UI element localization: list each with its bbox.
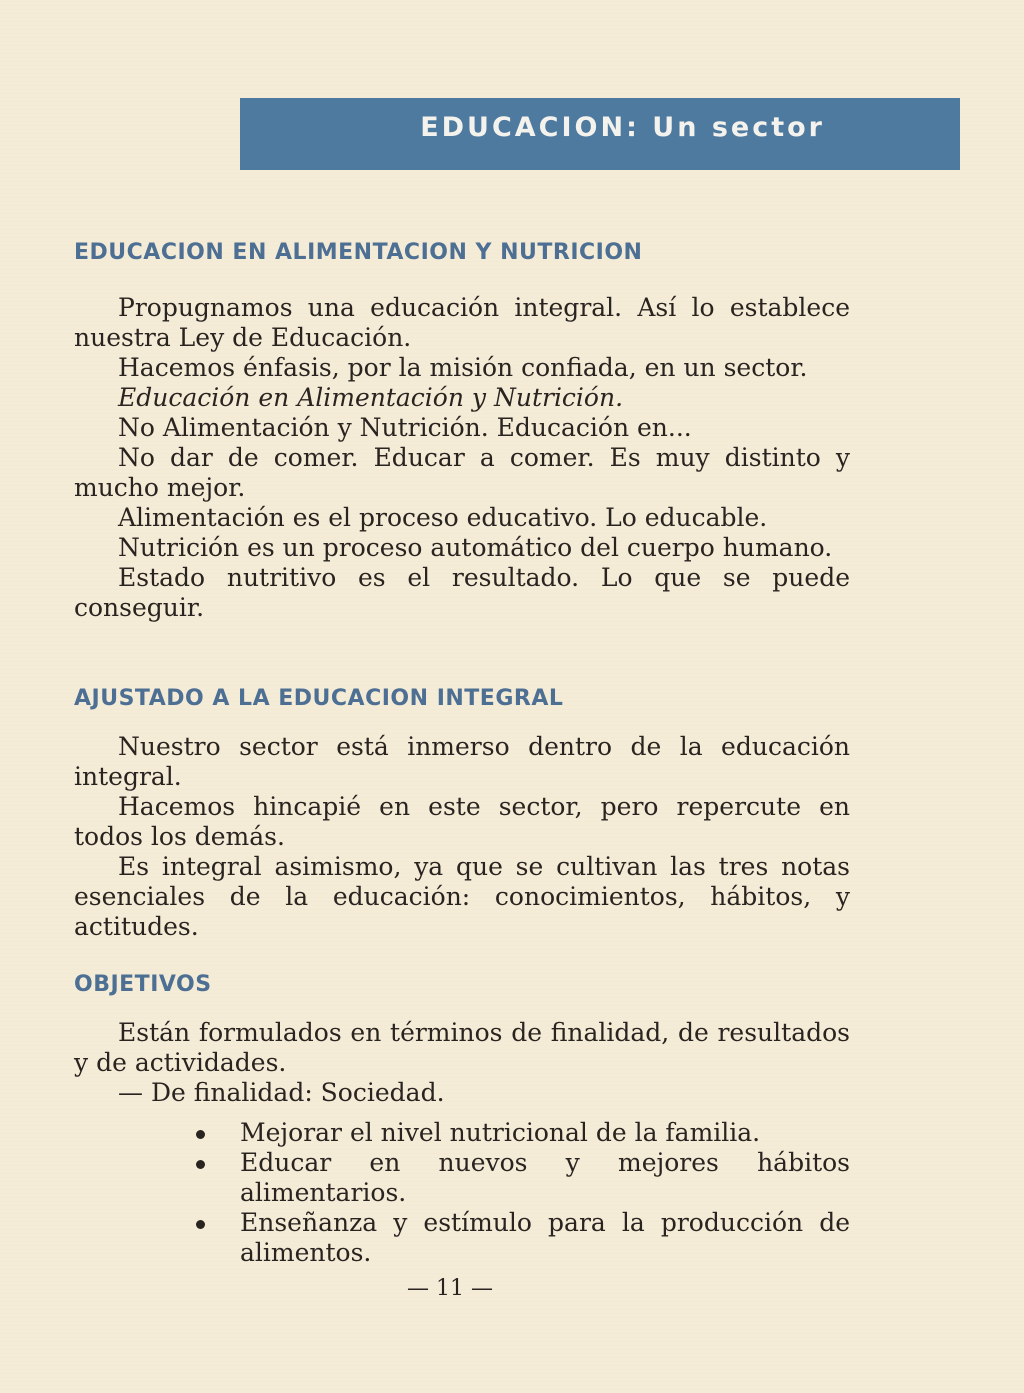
header-banner [240, 98, 960, 170]
bullet-icon [196, 1160, 205, 1169]
list-item-text: Enseñanza y estímulo para la producción de alimentos. [240, 1208, 850, 1267]
bullet-icon [196, 1130, 205, 1139]
paragraph: No Alimentación y Nutrición. Educación en... [118, 413, 692, 442]
paragraph: No dar de comer. Educar a comer. Es muy distinto y mucho mejor. [74, 443, 850, 502]
section-heading-integral: AJUSTADO A LA EDUCACION INTEGRAL [74, 686, 564, 711]
section-heading-alimentacion: EDUCACION EN ALIMENTACION Y NUTRICION [74, 240, 643, 265]
paragraph: Es integral asimismo, ya que se cultivan las tres notas esenciales de la educación: conocimientos, hábitos, y actitudes. [74, 852, 850, 941]
paragraph: Están formulados en términos de finalidad, de resultados y de actividades. [74, 1018, 850, 1077]
list-item-text: Educar en nuevos y mejores hábitos alimentarios. [240, 1148, 850, 1207]
list-item [74, 1118, 850, 1148]
section-body-objetivos [74, 1018, 850, 1108]
paragraph: Alimentación es el proceso educativo. Lo educable. [118, 503, 768, 532]
bullet-icon [196, 1220, 205, 1229]
banner-title: EDUCACION: Un sector [420, 112, 825, 143]
list-item-text: Mejorar el nivel nutricional de la familia. [240, 1118, 761, 1147]
page-number: — 11 — [407, 1276, 493, 1301]
paragraph: — De finalidad: Sociedad. [118, 1078, 445, 1107]
objetivos-bullet-list [74, 1118, 850, 1268]
section-heading-objetivos: OBJETIVOS [74, 972, 212, 997]
paragraph: Hacemos hincapié en este sector, pero repercute en todos los demás. [74, 792, 850, 851]
paragraph: Nutrición es un proceso automático del cuerpo humano. [118, 533, 833, 562]
list-item [74, 1208, 850, 1268]
paragraph: Estado nutritivo es el resultado. Lo que se puede conseguir. [74, 563, 850, 622]
paragraph: Hacemos énfasis, por la misión confiada, en un sector. [118, 353, 808, 382]
paragraph-italic: Educación en Alimentación y Nutrición. [118, 383, 624, 412]
list-item [74, 1148, 850, 1208]
paragraph: Nuestro sector está inmerso dentro de la educación integral. [74, 732, 850, 791]
section-body-alimentacion [74, 293, 850, 623]
section-body-integral [74, 732, 850, 942]
paragraph: Propugnamos una educación integral. Así lo establece nuestra Ley de Educación. [74, 293, 850, 352]
